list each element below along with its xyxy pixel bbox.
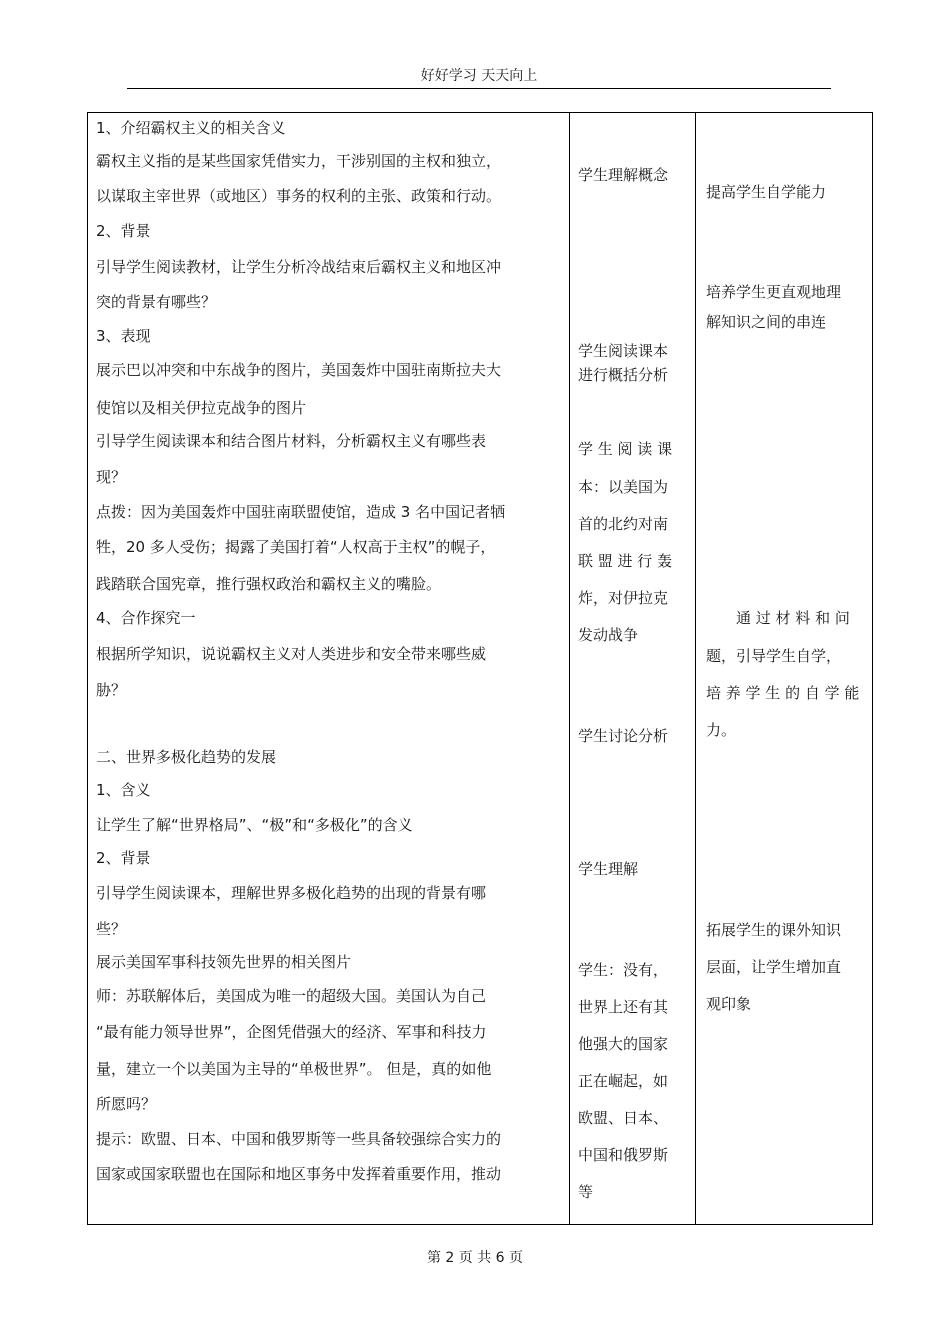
text-line: 些？ bbox=[96, 920, 127, 938]
text-line: 量，建立一个以美国为主导的“单极世界”。 但是，真的如他 bbox=[96, 1060, 492, 1078]
header-rule bbox=[127, 88, 831, 89]
text-line: 提示：欧盟、日本、中国和俄罗斯等一些具备较强综合实力的 bbox=[96, 1130, 502, 1148]
text-line: 学生讨论分析 bbox=[578, 727, 669, 745]
text-line: 引导学生阅读课本和结合图片材料，分析霸权主义有哪些表 bbox=[96, 432, 487, 450]
text-line: 等 bbox=[578, 1183, 594, 1201]
text-line: 中国和俄罗斯 bbox=[578, 1146, 669, 1164]
text-line: 突的背景有哪些？ bbox=[96, 293, 217, 311]
text-line: 使馆以及相关伊拉克战争的图片 bbox=[96, 399, 307, 417]
text-line: 学生：没有， bbox=[578, 961, 669, 979]
text-line: 胁？ bbox=[96, 681, 127, 699]
text-line: 学生理解 bbox=[578, 860, 639, 878]
text-line: 引导学生阅读课本，理解世界多极化趋势的出现的背景有哪 bbox=[96, 884, 487, 902]
text-line: 牲，20 多人受伤；揭露了美国打着“人权高于主权”的幌子， bbox=[96, 538, 496, 556]
text-line: 1、含义 bbox=[96, 781, 151, 799]
text-line: 他强大的国家 bbox=[578, 1035, 669, 1053]
text-line: 培养学生更直观地理 bbox=[706, 283, 842, 301]
column-divider bbox=[695, 113, 696, 1224]
text-line: 发动战争 bbox=[578, 626, 639, 644]
text-line: 题，引导学生自学， bbox=[706, 647, 842, 665]
text-line: 世界上还有其 bbox=[578, 998, 669, 1016]
text-line: 师：苏联解体后，美国成为唯一的超级大国。美国认为自己 bbox=[96, 987, 487, 1005]
text-line: 本：以美国为 bbox=[578, 478, 669, 496]
page-header: 好好学习 天天向上 bbox=[420, 68, 538, 84]
section-heading: 二、世界多极化趋势的发展 bbox=[96, 748, 277, 766]
text-line: 现？ bbox=[96, 468, 127, 486]
text-line: 正在崛起，如 bbox=[578, 1072, 669, 1090]
text-line: 国家或国家联盟也在国际和地区事务中发挥着重要作用，推动 bbox=[96, 1165, 502, 1183]
text-line: 展示巴以冲突和中东战争的图片，美国轰炸中国驻南斯拉夫大 bbox=[96, 361, 502, 379]
text-line: 2、背景 bbox=[96, 222, 151, 240]
text-line: 通 过 材 料 和 问 bbox=[706, 609, 850, 627]
text-line: 让学生了解“世界格局”、“极”和“多极化”的含义 bbox=[96, 816, 413, 834]
page-footer: 第 2 页 共 6 页 bbox=[426, 1250, 524, 1266]
text-line: 观印象 bbox=[706, 995, 752, 1013]
text-line: 3、表现 bbox=[96, 327, 151, 345]
text-line: 1、介绍霸权主义的相关含义 bbox=[96, 119, 286, 137]
text-line: 所愿吗？ bbox=[96, 1095, 157, 1113]
text-line: 践踏联合国宪章，推行强权政治和霸权主义的嘴脸。 bbox=[96, 575, 442, 593]
column-divider bbox=[569, 113, 570, 1224]
text-line: 培 养 学 生 的 自 学 能 bbox=[706, 684, 860, 702]
text-line: 学生阅读课本 bbox=[578, 342, 669, 360]
text-line: 引导学生阅读教材，让学生分析冷战结束后霸权主义和地区冲 bbox=[96, 258, 502, 276]
text-line: 层面，让学生增加直 bbox=[706, 958, 842, 976]
text-line: “最有能力领导世界”，企图凭借强大的经济、军事和科技力 bbox=[96, 1023, 487, 1041]
text-line: 以谋取主宰世界（或地区）事务的权利的主张、政策和行动。 bbox=[96, 187, 502, 205]
text-line: 进行概括分析 bbox=[578, 366, 669, 384]
text-line: 力。 bbox=[706, 721, 737, 739]
text-line: 4、合作探究一 bbox=[96, 609, 196, 627]
text-line: 展示美国军事科技领先世界的相关图片 bbox=[96, 953, 352, 971]
text-line: 炸，对伊拉克 bbox=[578, 589, 669, 607]
text-line: 联 盟 进 行 轰 bbox=[578, 552, 673, 570]
text-line: 解知识之间的串连 bbox=[706, 313, 827, 331]
text-line: 点拨：因为美国轰炸中国驻南联盟使馆，造成 3 名中国记者牺 bbox=[96, 503, 506, 521]
text-line: 拓展学生的课外知识 bbox=[706, 921, 842, 939]
text-line: 提高学生自学能力 bbox=[706, 183, 827, 201]
text-line: 2、背景 bbox=[96, 849, 151, 867]
text-line: 学生理解概念 bbox=[578, 166, 669, 184]
text-line: 学 生 阅 读 课 bbox=[578, 440, 673, 458]
lesson-table bbox=[87, 112, 873, 1225]
text-line: 根据所学知识，说说霸权主义对人类进步和安全带来哪些威 bbox=[96, 645, 487, 663]
text-line: 首的北约对南 bbox=[578, 515, 669, 533]
text-line: 霸权主义指的是某些国家凭借实力，干涉别国的主权和独立， bbox=[96, 152, 502, 170]
text-line: 欧盟、日本、 bbox=[578, 1109, 669, 1127]
